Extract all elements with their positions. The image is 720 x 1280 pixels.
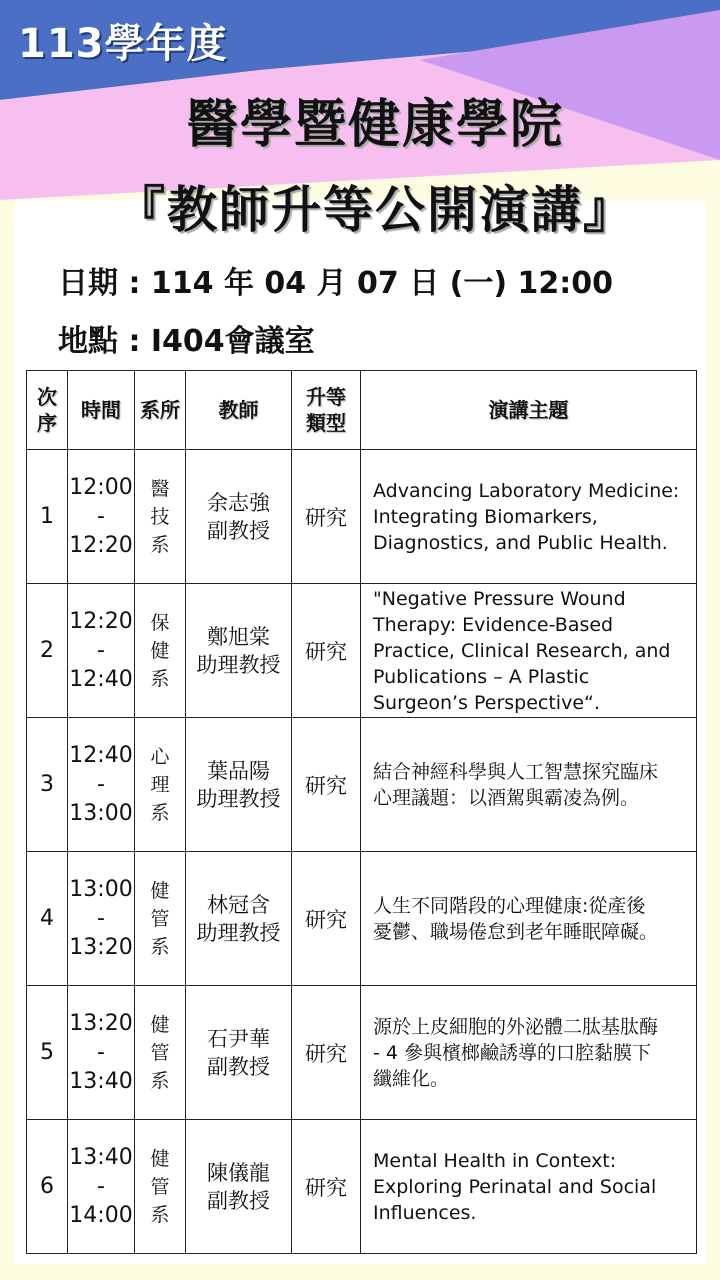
row-number: 2 [27,584,68,718]
teacher-title: 副教授 [207,1054,270,1079]
time-separator: - [97,1040,105,1065]
time-separator: - [97,638,105,663]
promotion-type: 研究 [292,986,361,1120]
teacher-name: 鄭旭棠 [207,624,270,649]
teacher [186,1120,292,1254]
teacher-title: 助理教授 [196,920,281,945]
table-row [27,718,697,852]
promotion-type: 研究 [292,718,361,852]
time-separator: - [97,906,105,931]
time-slot [68,986,135,1120]
row-number: 1 [27,450,68,584]
time-slot [68,1120,135,1254]
teacher-title: 助理教授 [196,652,281,677]
lecture-topic: Mental Health in Context: Exploring Perinatal and Social Influences. [361,1120,697,1254]
department: 保健系 [135,584,186,718]
event-date: 日期 : 114 年 04 月 07 日 (一) 12:00 [58,266,614,301]
table-row [27,450,697,584]
time-start: 12:00 [69,475,133,500]
promotion-type: 研究 [292,450,361,584]
time-slot [68,584,135,718]
schedule-table [26,370,697,1254]
column-header-order: 次序 [27,371,68,450]
teacher-title: 副教授 [207,1188,270,1213]
teacher [186,718,292,852]
academic-year: 113學年度 [18,21,228,67]
time-end: 13:00 [69,801,133,826]
teacher [186,852,292,986]
teacher-name: 葉品陽 [207,758,270,783]
event-location: 地點 : I404會議室 [58,324,315,359]
teacher [186,450,292,584]
time-start: 13:20 [69,1011,133,1036]
teacher-name: 余志強 [207,490,270,515]
teacher-title: 副教授 [207,518,270,543]
column-header-type: 升等類型 [292,371,361,450]
lecture-topic: 結合神經科學與人工智慧探究臨床 心理議題：以酒駕與霸凌為例。 [361,718,697,852]
time-separator: - [97,772,105,797]
time-start: 13:40 [69,1145,133,1170]
teacher-name: 林冠含 [207,892,270,917]
time-end: 14:00 [69,1203,133,1228]
time-start: 12:40 [69,743,133,768]
promotion-type: 研究 [292,852,361,986]
department: 心理系 [135,718,186,852]
time-slot [68,450,135,584]
promotion-type: 研究 [292,1120,361,1254]
lecture-topic: 人生不同階段的心理健康:從產後 憂鬱、職場倦怠到老年睡眠障礙。 [361,852,697,986]
time-slot [68,718,135,852]
row-number: 6 [27,1120,68,1254]
time-slot [68,852,135,986]
column-header-teacher: 教師 [186,371,292,450]
teacher [186,584,292,718]
table-row [27,852,697,986]
lecture-topic: "Negative Pressure Wound Therapy: Evidence-Based Practice, Clinical Research, and Publications – A Plastic Surgeon’s Perspective“. [361,584,697,718]
time-start: 12:20 [69,609,133,634]
time-end: 13:20 [69,935,133,960]
table-row [27,1120,697,1254]
time-end: 12:20 [69,533,133,558]
row-number: 4 [27,852,68,986]
time-end: 12:40 [69,667,133,692]
time-start: 13:00 [69,877,133,902]
event-title: 『教師升等公開演講』 [115,181,635,239]
promotion-type: 研究 [292,584,361,718]
column-header-topic: 演講主題 [361,371,697,450]
time-separator: - [97,1174,105,1199]
department: 健管系 [135,1120,186,1254]
table-header-row [27,371,697,450]
column-header-time: 時間 [68,371,135,450]
lecture-topic: Advancing Laboratory Medicine: Integrating Biomarkers, Diagnostics, and Public Health. [361,450,697,584]
column-header-dept: 系所 [135,371,186,450]
table-row [27,986,697,1120]
teacher-name: 石尹華 [207,1026,270,1051]
time-separator: - [97,504,105,529]
college-title: 醫學暨健康學院 [185,95,564,155]
table-row [27,584,697,718]
department: 健管系 [135,852,186,986]
teacher [186,986,292,1120]
teacher-title: 助理教授 [196,786,281,811]
teacher-name: 陳儀龍 [207,1160,270,1185]
time-end: 13:40 [69,1069,133,1094]
row-number: 5 [27,986,68,1120]
department: 健管系 [135,986,186,1120]
lecture-topic: 源於上皮細胞的外泌體二肽基肽酶 - 4 參與檳榔鹼誘導的口腔黏膜下 纖維化。 [361,986,697,1120]
row-number: 3 [27,718,68,852]
department: 醫技系 [135,450,186,584]
